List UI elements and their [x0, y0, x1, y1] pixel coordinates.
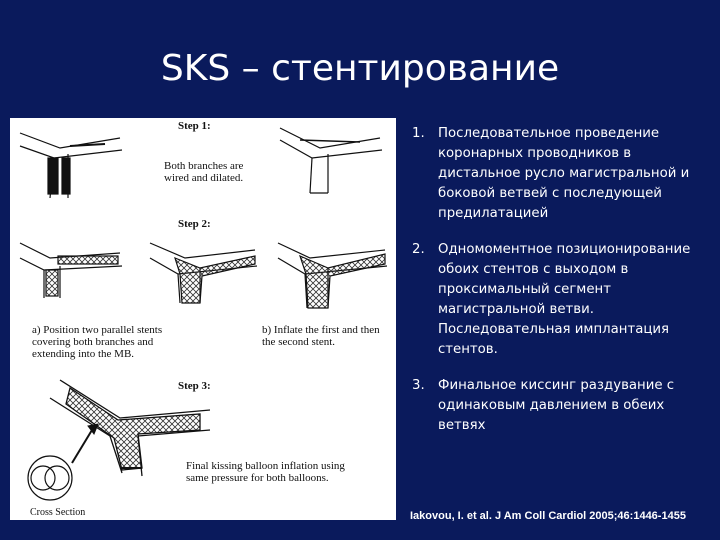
step2-left-vessel	[20, 243, 122, 298]
step2a-caption: a) Position two parallel stents covering both branches and extending into the MB.	[32, 324, 163, 360]
step1-left-vessel	[20, 133, 122, 198]
list-item-text: Последовательное проведение коронарных проводников в дистальное русло магистральной и боковой ветвей с последующей предилатацией	[438, 126, 690, 221]
step3-title: Step 3:	[178, 380, 211, 392]
steps-list	[412, 124, 712, 452]
step3-caption: Final kissing balloon inflation using same pressure for both balloons.	[186, 460, 345, 484]
list-item-text: Финальное киссинг раздувание с одинаковым давлением в обеих ветвях	[438, 378, 675, 433]
list-item	[412, 376, 712, 436]
list-item-number: 3.	[412, 378, 425, 393]
step2-right-vessel	[278, 243, 387, 308]
list-item-number: 2.	[412, 242, 425, 257]
citation: Iakovou, I. et al. J Am Coll Cardiol 2005;46:1446-1455	[410, 510, 686, 522]
step1-title: Step 1:	[178, 120, 211, 132]
step1-caption: Both branches are wired and dilated.	[164, 160, 244, 184]
slide-title: SKS – стентирование	[160, 48, 560, 89]
step1-right-vessel	[280, 128, 382, 193]
list-item	[412, 240, 712, 360]
cross-section-label: Cross Section	[30, 507, 86, 518]
list-item-text: Одномоментное позиционирование обоих стентов с выходом в проксимальный сегмент магистральной ветви. Последовательная имплантация стентов.	[438, 242, 691, 357]
step2-middle-vessel	[150, 243, 257, 303]
list-item-number: 1.	[412, 126, 425, 141]
bifurcation-stenting-figure	[10, 118, 396, 520]
step2-title: Step 2:	[178, 218, 211, 230]
arrow-icon	[72, 424, 98, 463]
step2b-caption: b) Inflate the first and then the second stent.	[262, 324, 380, 348]
cross-section-icon	[28, 456, 72, 500]
list-item	[412, 124, 712, 224]
